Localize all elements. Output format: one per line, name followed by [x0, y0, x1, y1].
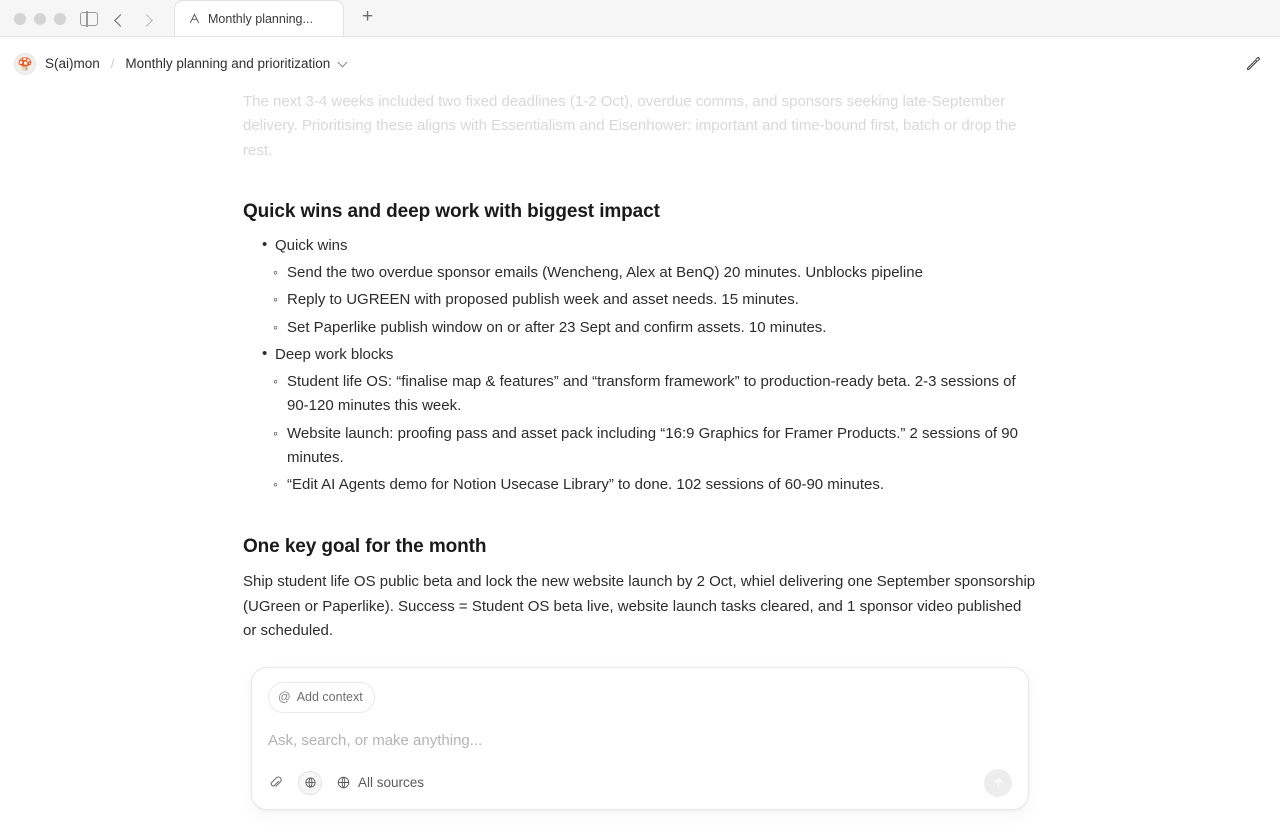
list-item-group-label: • Quick wins — [243, 234, 1037, 258]
send-button[interactable] — [984, 769, 1012, 797]
list-item: ◦ “Edit AI Agents demo for Notion Usecase Library” to done. 102 sessions of 60-90 minutes. — [243, 473, 1037, 497]
notion-ai-icon — [187, 12, 201, 26]
header-actions — [1245, 55, 1262, 72]
quick-wins-list — [243, 234, 1037, 498]
breadcrumb-separator: / — [110, 56, 115, 71]
list-item: ◦ Student life OS: “finalise map & features” and “transform framework” to production-ready beta. 2-3 sessions of 90-120 minutes this week. — [243, 370, 1037, 419]
ai-composer[interactable] — [251, 667, 1029, 810]
workspace-avatar[interactable]: 🍄 — [14, 53, 36, 75]
close-window-button[interactable] — [14, 13, 26, 25]
list-item: ◦ Send the two overdue sponsor emails (Wencheng, Alex at BenQ) 20 minutes. Unblocks pipeline — [243, 261, 1037, 285]
composer-input[interactable]: Ask, search, or make anything... — [268, 731, 483, 749]
add-context-button[interactable] — [268, 682, 375, 712]
browser-tab[interactable] — [174, 0, 344, 36]
compose-icon[interactable] — [1245, 55, 1262, 72]
forward-button[interactable] — [141, 15, 152, 26]
globe-icon — [336, 775, 351, 790]
document-scroll-area[interactable] — [0, 90, 1280, 830]
all-sources-label: All sources — [358, 774, 425, 790]
page-title[interactable]: Monthly planning and prioritization — [125, 56, 331, 71]
app-header — [0, 37, 1280, 90]
all-sources-button[interactable] — [336, 772, 424, 794]
document-body — [243, 90, 1037, 830]
workspace-name[interactable]: S(ai)mon — [45, 56, 100, 71]
ai-model-icon[interactable] — [298, 771, 322, 795]
back-button[interactable] — [114, 15, 125, 26]
navigation-arrows — [104, 15, 162, 36]
add-context-label: Add context — [296, 690, 363, 705]
browser-tab-title: Monthly planning... — [208, 11, 313, 26]
at-icon: @ — [278, 690, 291, 705]
list-item-group-label: • Deep work blocks — [243, 343, 1037, 367]
section-heading-key-goal: One key goal for the month — [243, 535, 487, 557]
section-heading-quick-wins: Quick wins and deep work with biggest impact — [243, 200, 660, 222]
chevron-down-icon[interactable] — [339, 59, 348, 68]
maximize-window-button[interactable] — [54, 13, 66, 25]
sidebar-toggle-icon[interactable] — [80, 12, 98, 26]
list-item: ◦ Reply to UGREEN with proposed publish week and asset needs. 15 minutes. — [243, 288, 1037, 312]
window-controls[interactable] — [0, 13, 78, 36]
browser-chrome — [0, 0, 1280, 37]
intro-paragraph: The next 3-4 weeks included two fixed deadlines (1-2 Oct), overdue comms, and sponsors seeking late-September delivery. Prioritising these aligns with Essentialism and Eisenhower: important and time-bound first, batch or drop the rest. — [243, 93, 1017, 159]
paperclip-icon[interactable] — [268, 775, 284, 791]
goal-paragraph: Ship student life OS public beta and lock the new website launch by 2 Oct, whiel delivering one September sponsorship (UGreen or Paperlike). Success = Student OS beta live, website launch tasks cleared, and 1 sponsor video published or scheduled. — [243, 573, 1036, 639]
list-item: ◦ Website launch: proofing pass and asset pack including “16:9 Graphics for Framer Products.” 2 sessions of 90 minutes. — [243, 422, 1037, 471]
new-tab-button[interactable]: + — [362, 6, 374, 27]
list-item: ◦ Set Paperlike publish window on or after 23 Sept and confirm assets. 10 minutes. — [243, 316, 1037, 340]
minimize-window-button[interactable] — [34, 13, 46, 25]
composer-toolbar — [268, 753, 1012, 797]
